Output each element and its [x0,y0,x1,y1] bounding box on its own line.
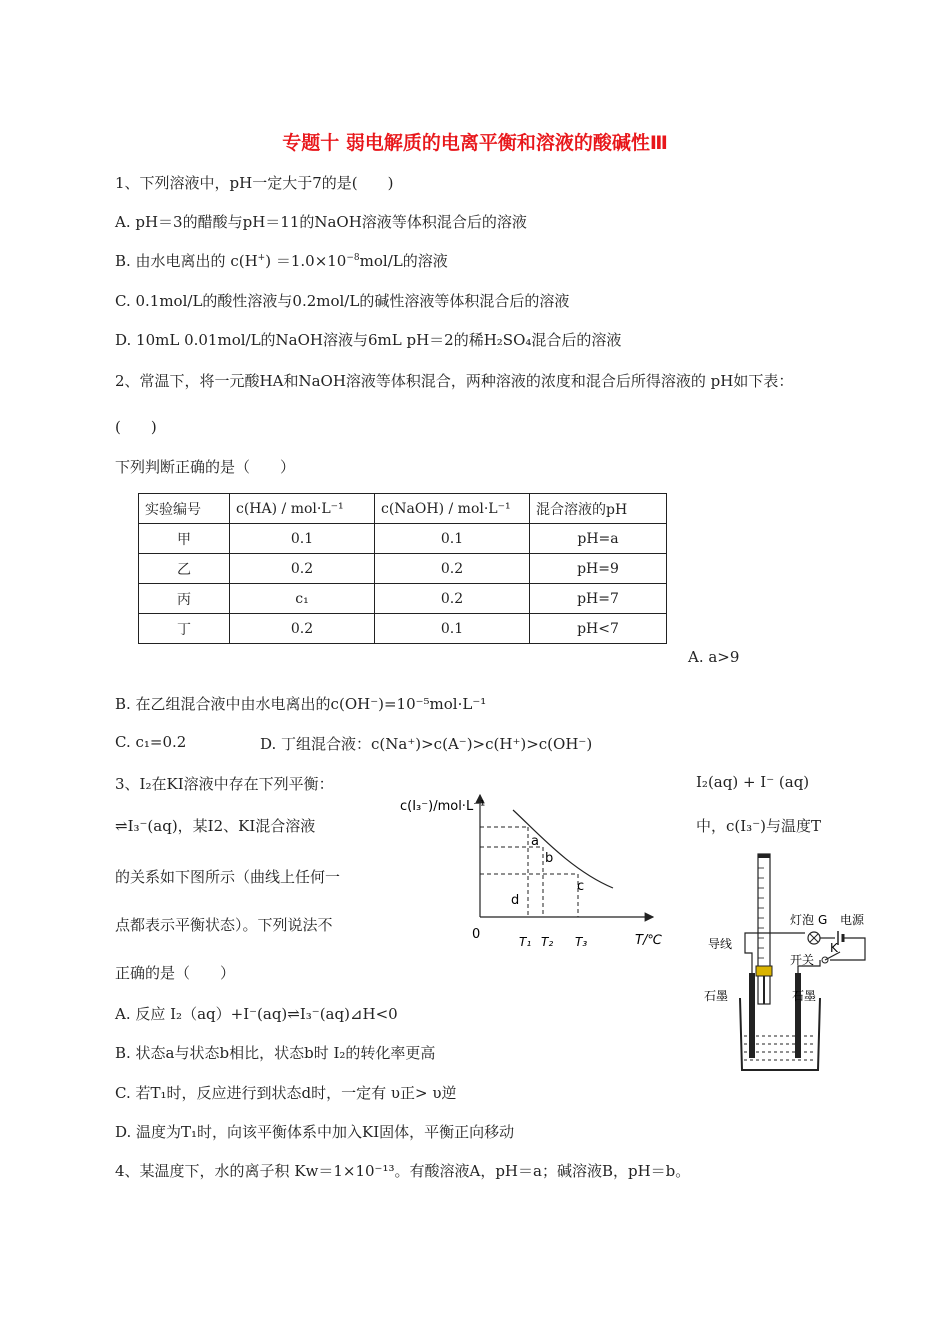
table-cell: 0.1 [230,524,375,554]
label-graphite-left: 石墨 [704,989,729,1003]
q2-paren: ( ) [115,418,157,436]
q1-option-b: B. 由水电离出的 $c(H^+) =1.0\times 10^{-8}mol/L$的溶液 [115,252,448,270]
q2-table [138,493,667,644]
table-cell: 0.2 [230,554,375,584]
label-wire: 导线 [708,937,733,951]
label-lamp: 灯泡 [790,913,815,927]
point-label-b: b [545,851,554,866]
q2-prompt: 下列判断正确的是（ ） [115,458,296,476]
q3-equation-right: I₂(aq) + I⁻ (aq) [696,773,810,791]
q1-option-c: C. 0.1mol/L的酸性溶液与0.2mol/L的碱性溶液等体积混合后的溶液 [115,292,570,310]
table-cell: 0.1 [375,614,530,644]
table-cell: 0.1 [375,524,530,554]
graph-ylabel: c(I₃⁻)/mol·L⁻¹ [400,799,486,814]
graph-origin: 0 [472,927,481,942]
table-cell: 0.2 [230,614,375,644]
table-cell: c₁ [230,584,375,614]
table-row [139,584,667,614]
q4-text: 4、某温度下，水的离子积 Kw＝1×10⁻¹³。有酸溶液A，pH＝a；碱溶液B，pH＝b。 [115,1162,691,1180]
tick-label-t1: T₁ [519,935,532,949]
q2-option-d: D. 丁组混合液：c(Na⁺)>c(A⁻)>c(H⁺)>c(OH⁻) [260,735,593,753]
table-cell: pH<7 [530,614,667,644]
table-header-row [139,494,667,524]
q3-option-d: D. 温度为T₁时，向该平衡体系中加入KI固体，平衡正向移动 [115,1123,515,1141]
table-row [139,554,667,584]
table-header: c(NaOH) / mol·L⁻¹ [375,494,530,524]
q1-option-a: A. pH＝3的醋酸与pH＝11的NaOH溶液等体积混合后的溶液 [115,213,527,231]
label-k: K [830,941,838,955]
q2-option-c: C. c₁=0.2 [115,733,187,751]
tick-label-t2: T₂ [541,935,554,949]
table-cell: 丁 [139,614,230,644]
table-cell: pH=7 [530,584,667,614]
q3-line1: 3、I₂在KI溶液中存在下列平衡： [115,775,334,793]
q3-option-b: B. 状态a与状态b相比，状态b时 I₂的转化率更高 [115,1044,436,1062]
table-header: 实验编号 [139,494,230,524]
q3-line2-left: ⇌I₃⁻(aq)，某I2、KI混合溶液 [115,817,316,835]
label-switch: 开关 [790,953,815,967]
table-cell: 0.2 [375,554,530,584]
q3-line4: 点都表示平衡状态）。下列说法不 [115,916,333,934]
q1-option-d: D. 10mL 0.01mol/L的NaOH溶液与6mL pH＝2的稀H₂SO₄混合后的溶液 [115,331,622,349]
q1-stem: 1、下列溶液中，pH一定大于7的是( ) [115,174,394,192]
label-power: 电源 [840,913,865,927]
table-row [139,614,667,644]
q3-line3: 的关系如下图所示（曲线上任何一 [115,868,341,886]
table-cell: 丙 [139,584,230,614]
q3-line2-right: 中，c(I₃⁻)与温度T [696,817,821,835]
point-label-c: c [577,879,585,894]
q2-stem: 2、常温下，将一元酸HA和NaOH溶液等体积混合，两种溶液的浓度和混合后所得溶液的 pH如下表： [115,372,794,390]
table-cell: 0.2 [375,584,530,614]
graphite-electrode-left [749,973,755,1058]
stopcock [756,966,772,976]
graphite-electrode-right [795,973,801,1058]
table-cell: pH=a [530,524,667,554]
q3-line5: 正确的是（ ） [115,964,236,982]
q3-option-c: C. 若T₁时，反应进行到状态d时，一定有 υ正> υ逆 [115,1084,457,1102]
table-cell: 乙 [139,554,230,584]
graph-xlabel: T/℃ [635,933,662,948]
conductivity-apparatus [700,848,880,1073]
table-row [139,524,667,554]
table-header: 混合溶液的pH [530,494,667,524]
page-title: 专题十 弱电解质的电离平衡和溶液的酸碱性Ⅲ [282,132,668,154]
point-label-d: d [511,893,520,908]
equilibrium-graph [395,790,675,955]
label-graphite-right: 石墨 [792,989,817,1003]
label-g: G [818,913,828,927]
table-cell: 甲 [139,524,230,554]
table-cell: pH=9 [530,554,667,584]
tick-label-t3: T₃ [575,935,588,949]
q2-option-a: A. a>9 [688,648,740,666]
q2-option-b: B. 在乙组混合液中由水电离出的c(OH⁻)=10⁻⁵mol·L⁻¹ [115,695,487,713]
table-header: c(HA) / mol·L⁻¹ [230,494,375,524]
point-label-a: a [531,834,539,849]
q3-option-a: A. 反应 I₂（aq）+I⁻(aq)⇌I₃⁻(aq)⊿H<0 [115,1005,398,1023]
